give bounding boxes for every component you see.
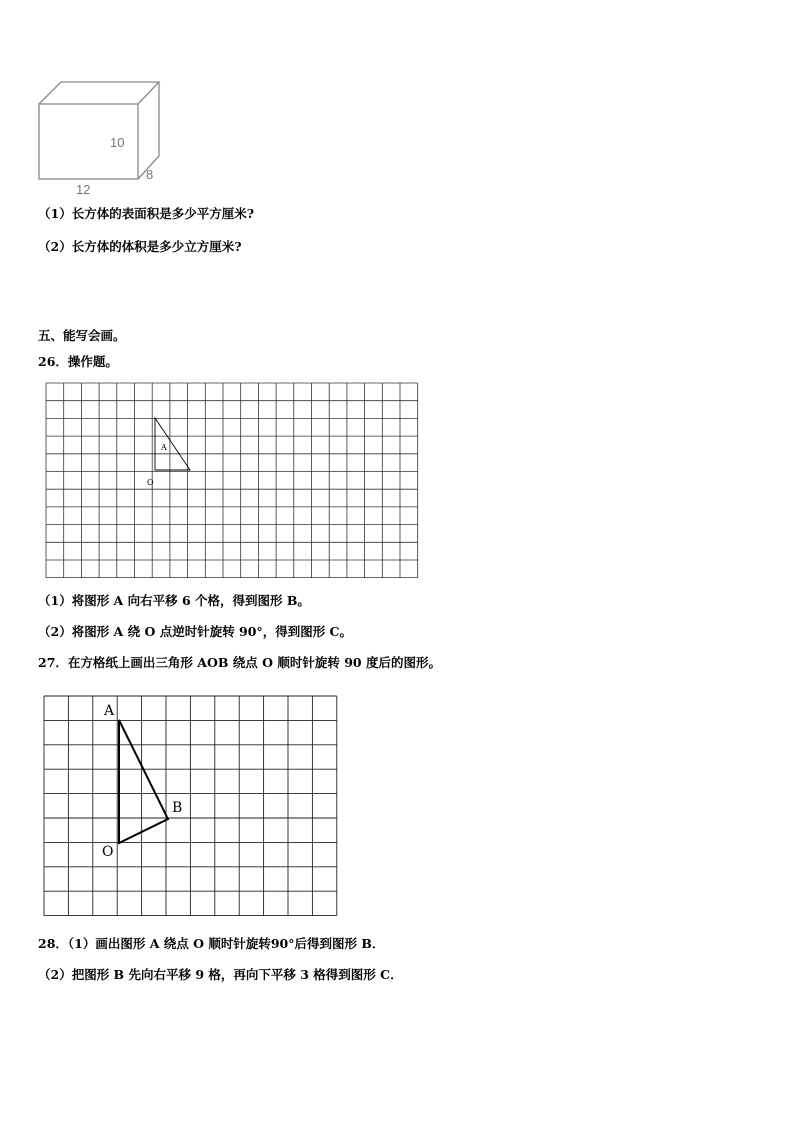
cuboid-top-face (39, 82, 159, 104)
q26-question-1: （1）将图形 A 向右平移 6 个格，得到图形 B。 (38, 593, 310, 608)
cuboid-question-1: （1）长方体的表面积是多少平方厘米? (38, 206, 255, 221)
cuboid-side-face (138, 82, 159, 179)
q28-question-2: （2）把图形 B 先向右平移 9 格，再向下平移 3 格得到图形 C． (38, 967, 403, 982)
cuboid-question-2: （2）长方体的体积是多少立方厘米? (38, 239, 242, 254)
section-5-title: 五、能写会画。 (38, 328, 126, 343)
point-a-label: A (104, 703, 115, 719)
cuboid-height-label: 10 (110, 135, 125, 150)
point-b-label: B (172, 800, 183, 816)
point-o-label: O (102, 844, 114, 860)
q26-grid (45, 382, 425, 578)
q26-title: 26．操作题。 (38, 354, 118, 369)
cuboid-length-label: 12 (76, 182, 91, 197)
point-o-label: O (147, 478, 154, 487)
q27-title: 27．在方格纸上画出三角形 AOB 绕点 O 顺时针旋转 90 度后的图形。 (38, 655, 441, 670)
q28-question-1: 28．（1）画出图形 A 绕点 O 顺时针旋转90°后得到图形 B． (38, 936, 385, 951)
q27-grid (40, 692, 345, 920)
cuboid-figure (30, 76, 170, 198)
shape-a-label: A (161, 443, 167, 452)
triangle-aob (119, 720, 168, 843)
cuboid-width-label: 8 (146, 167, 154, 182)
q26-question-2: （2）将图形 A 绕 O 点逆时针旋转 90°，得到图形 C。 (38, 624, 352, 639)
